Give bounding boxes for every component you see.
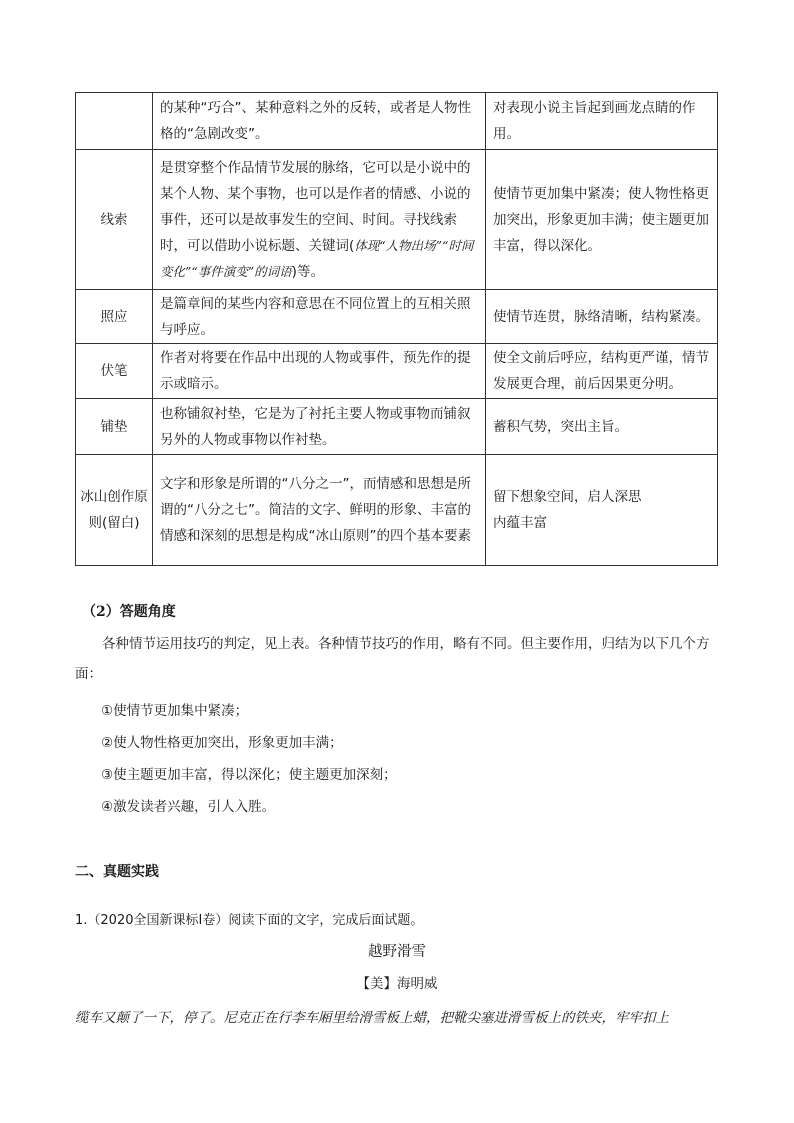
story-title: 越野滑雪 <box>368 944 426 960</box>
story-author: 【美】海明威 <box>356 976 438 992</box>
technique-definition-cell: 是篇章间的某些内容和意思在不同位置上的互相关照与呼应。 <box>153 290 486 344</box>
answer-angle-item: ③使主题更加丰富，得以深化；使主题更加深刻； <box>101 767 397 783</box>
technique-definition-cell: 也称铺叙衬垫，它是为了衬托主要人物或事物而铺叙另外的人物或事物以作衬垫。 <box>153 399 486 455</box>
question-prompt: 1.（2020全国新课标Ⅰ卷）阅读下面的文字，完成后面试题。 <box>75 913 424 928</box>
definition-example-phrase: 体现“人物出场”“时间变化”“事件演变”的词语 <box>160 237 474 279</box>
table-row <box>76 399 718 455</box>
answer-angle-heading: （2）答题角度 <box>82 604 176 620</box>
answer-angle-item: ②使人物性格更加突出，形象更加丰满； <box>101 735 343 751</box>
table-row <box>76 150 718 290</box>
technique-effect-cell: 留下想象空间，启人深思 内蕴丰富 <box>486 455 718 566</box>
technique-term-cell: 线索 <box>76 150 153 290</box>
table-row <box>76 93 718 150</box>
technique-effect-cell: 使情节更加集中紧凑；使人物性格更加突出，形象更加丰满；使主题更加丰富，得以深化。 <box>486 150 718 290</box>
answer-angle-intro: 各种情节运用技巧的判定，见上表。各种情节技巧的作用，略有不同。但主要作用，归结为以下几个方面： <box>75 636 710 682</box>
table-row <box>76 344 718 399</box>
technique-term-cell: 铺垫 <box>76 399 153 455</box>
table-row <box>76 290 718 344</box>
technique-effect-cell: 使情节连贯，脉络清晰，结构紧凑。 <box>486 290 718 344</box>
table-row <box>76 455 718 566</box>
technique-effect-cell: 使全文前后呼应，结构更严谨，情节发展更合理，前后因果更分明。 <box>486 344 718 399</box>
answer-angle-item: ④激发读者兴趣，引人入胜。 <box>101 799 276 815</box>
technique-definition-cell: 的某种“巧合”、某种意料之外的反转，或者是人物性格的“急剧改变”。 <box>153 93 486 150</box>
technique-term-cell: 冰山创作原则(留白) <box>76 455 153 566</box>
technique-definition-cell: 文字和形象是所谓的“八分之一”，而情感和思想是所谓的“八分之七”。简洁的文字、鲜明的形象、丰富的情感和深刻的思想是构成“冰山原则”的四个基本要素 <box>153 455 486 566</box>
technique-definition-cell: 作者对将要在作品中出现的人物或事件，预先作的提示或暗示。 <box>153 344 486 399</box>
technique-effect-cell: 对表现小说主旨起到画龙点睛的作用。 <box>486 93 718 150</box>
technique-term-cell: 伏笔 <box>76 344 153 399</box>
technique-term-cell: 照应 <box>76 290 153 344</box>
technique-effect-cell: 蓄积气势，突出主旨。 <box>486 399 718 455</box>
story-first-line: 缆车又颠了一下，停了。尼克正在行李车厢里给滑雪板上蜡，把靴尖塞进滑雪板上的铁夹，牢牢扣上 <box>75 1010 669 1026</box>
answer-angle-item: ①使情节更加集中紧凑； <box>101 703 249 719</box>
plot-techniques-table <box>75 92 718 566</box>
section-heading: 二、真题实践 <box>75 864 159 880</box>
technique-definition-cell: 是贯穿整个作品情节发展的脉络，它可以是小说中的某个人物、某个事物，也可以是作者的情感、小说的事件，还可以是故事发生的空间、时间。寻找线索时，可以借助小说标题、关键词(体现“人物出场”“时间变化”“事件演变”的词语)等。 <box>153 150 486 290</box>
technique-term-cell <box>76 93 153 150</box>
